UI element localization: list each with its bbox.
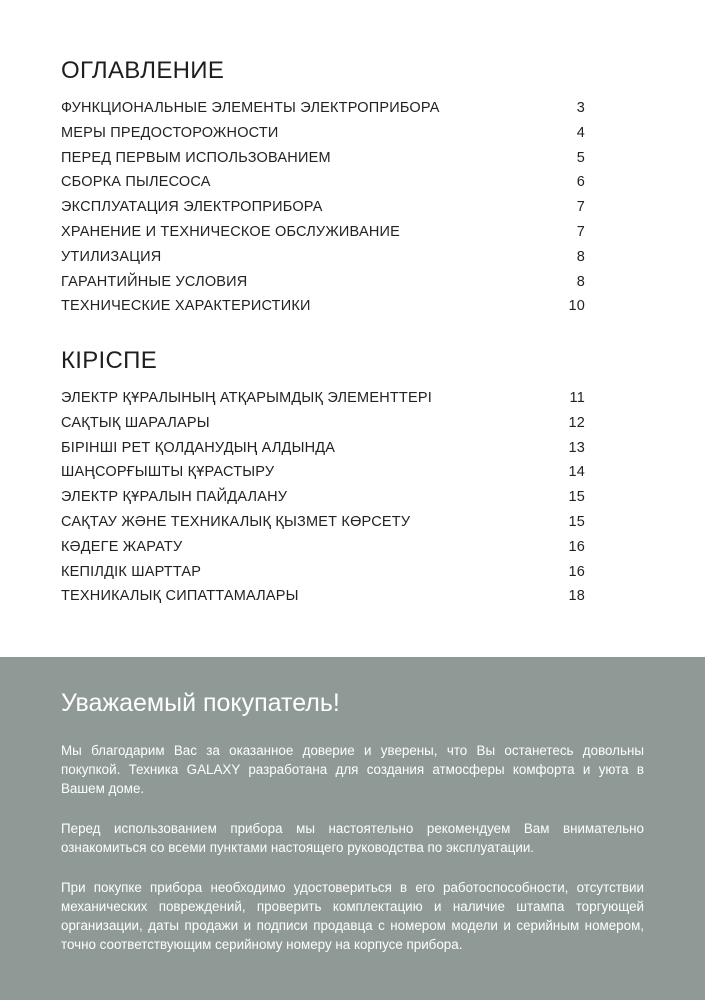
toc-entry-title: ПЕРЕД ПЕРВЫМ ИСПОЛЬЗОВАНИЕМ [61, 149, 331, 166]
greeting-title: Уважаемый покупатель! [61, 689, 340, 717]
toc-entry-title: ЭЛЕКТР ҚҰРАЛЫНЫҢ АТҚАРЫМДЫҚ ЭЛЕМЕНТТЕРІ [61, 390, 432, 406]
toc-entry-page: 13 [568, 439, 585, 456]
toc-entry-title: ЭЛЕКТР ҚҰРАЛЫН ПАЙДАЛАНУ [61, 489, 288, 506]
toc-entry[interactable] [61, 440, 585, 465]
toc-entry-page: 11 [569, 390, 585, 406]
toc-entry-title: ГАРАНТИЙНЫЕ УСЛОВИЯ [61, 273, 248, 290]
toc-entry[interactable] [61, 298, 585, 323]
toc-entry[interactable] [61, 390, 585, 415]
toc-list-ru [61, 100, 585, 323]
toc-entry-page: 6 [576, 174, 585, 191]
toc-entry[interactable] [61, 199, 585, 224]
toc-entry-page: 5 [576, 149, 585, 166]
toc-entry[interactable] [61, 100, 585, 125]
toc-entry-page: 7 [576, 199, 585, 216]
toc-heading-kz: КІРІСПЕ [61, 347, 158, 374]
toc-entry-title: КЕПІЛДІК ШАРТТАР [61, 563, 202, 580]
toc-entry-page: 16 [568, 538, 585, 555]
toc-entry-title: ХРАНЕНИЕ И ТЕХНИЧЕСКОЕ ОБСЛУЖИВАНИЕ [61, 223, 400, 240]
toc-entry-page: 14 [568, 464, 585, 481]
toc-entry-page: 4 [576, 124, 585, 141]
toc-entry-title: ТЕХНИКАЛЫҚ СИПАТТАМАЛАРЫ [61, 588, 299, 605]
toc-entry-title: БІРІНШІ РЕТ ҚОЛДАНУДЫҢ АЛДЫНДА [61, 439, 336, 456]
toc-entry-page: 10 [568, 298, 585, 315]
toc-entry-page: 15 [568, 513, 585, 530]
toc-entry[interactable] [61, 174, 585, 199]
toc-entry-page: 12 [568, 414, 585, 431]
toc-entry-title: СБОРКА ПЫЛЕСОСА [61, 174, 211, 191]
greeting-panel [0, 657, 705, 1000]
greeting-body [61, 741, 644, 975]
toc-entry-page: 16 [568, 563, 585, 580]
greeting-paragraph: Мы благодарим Вас за оказанное доверие и уверены, что Вы останетесь довольны покупкой. Техника GALAXY разработана для создания атмосферы комфорта и уюта в Вашем доме. [61, 743, 644, 796]
toc-entry[interactable] [61, 224, 585, 249]
toc-entry[interactable] [61, 588, 585, 613]
toc-entry-title: ТЕХНИЧЕСКИЕ ХАРАКТЕРИСТИКИ [61, 298, 311, 315]
toc-entry-title: ФУНКЦИОНАЛЬНЫЕ ЭЛЕМЕНТЫ ЭЛЕКТРОПРИБОРА [61, 100, 440, 116]
toc-entry-page: 3 [576, 100, 585, 116]
toc-entry-page: 8 [576, 273, 585, 290]
toc-heading-ru: ОГЛАВЛЕНИЕ [61, 57, 225, 84]
toc-entry[interactable] [61, 564, 585, 589]
toc-section-ru [61, 56, 585, 323]
toc-entry[interactable] [61, 274, 585, 299]
toc-entry-page: 7 [576, 223, 585, 240]
toc-entry[interactable] [61, 539, 585, 564]
toc-entry-title: УТИЛИЗАЦИЯ [61, 248, 162, 265]
toc-entry-title: МЕРЫ ПРЕДОСТОРОЖНОСТИ [61, 124, 279, 141]
toc-entry[interactable] [61, 415, 585, 440]
toc-entry-title: ЭКСПЛУАТАЦИЯ ЭЛЕКТРОПРИБОРА [61, 199, 323, 216]
toc-entry[interactable] [61, 489, 585, 514]
toc-section-kz [61, 346, 585, 613]
toc-entry[interactable] [61, 514, 585, 539]
toc-entry[interactable] [61, 464, 585, 489]
toc-entry-title: САҚТАУ ЖӘНЕ ТЕХНИКАЛЫҚ ҚЫЗМЕТ КӨРСЕТУ [61, 513, 411, 530]
toc-entry-page: 8 [576, 248, 585, 265]
toc-entry[interactable] [61, 150, 585, 175]
toc-entry[interactable] [61, 249, 585, 274]
toc-entry[interactable] [61, 125, 585, 150]
toc-entry-title: САҚТЫҚ ШАРАЛАРЫ [61, 414, 210, 431]
toc-entry-title: ШАҢСОРҒЫШТЫ ҚҰРАСТЫРУ [61, 464, 275, 481]
toc-entry-page: 15 [568, 489, 585, 506]
greeting-paragraph: Перед использованием прибора мы настоятельно рекомендуем Вам внимательно ознакомиться со всеми пунктами настоящего руководства по эксплуатации. [61, 821, 644, 855]
toc-entry-page: 18 [568, 588, 585, 605]
toc-list-kz [61, 390, 585, 613]
toc-entry-title: КӘДЕГЕ ЖАРАТУ [61, 538, 183, 555]
greeting-paragraph: При покупке прибора необходимо удостовериться в его работоспособности, отсутствии механических повреждений, проверить комплектацию и наличие штампа торгующей организации, даты продажи и подписи продавца с номером модели и серийным номером, точно соответствующим серийному номеру на корпусе прибора. [61, 880, 644, 952]
